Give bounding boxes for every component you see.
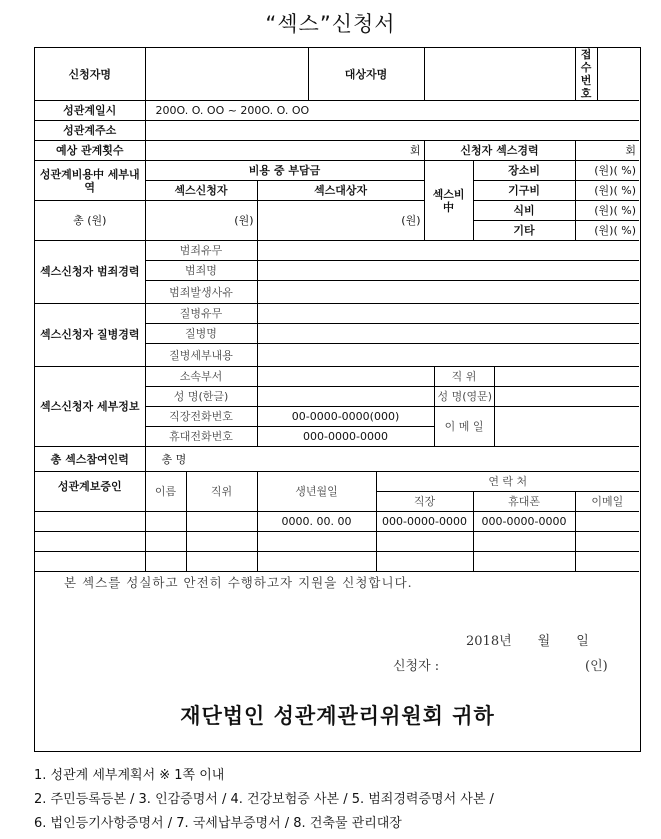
date-month[interactable]: 월 (537, 634, 551, 649)
guarantor-cell[interactable] (257, 532, 376, 552)
guarantor-cell[interactable] (186, 512, 257, 532)
attachment-note: 1. 성관계 세부계획서 ※ 1쪽 이내 (34, 768, 225, 783)
address-label: 성관계주소 (35, 121, 145, 141)
target-name-label: 대상자명 (308, 48, 424, 101)
disease-item-field[interactable] (257, 344, 639, 367)
guarantor-email-header: 이메일 (575, 492, 639, 512)
expected-count-label: 예상 관계횟수 (35, 141, 145, 161)
crime-item-label: 범죄유무 (145, 241, 257, 261)
crime-item-field[interactable] (257, 281, 639, 304)
guarantor-cell[interactable] (186, 552, 257, 572)
attachment-note: 2. 주민등록등본 / 3. 인감증명서 / 4. 건강보험증 사본 / 5. 범죄경력증명서 사본 / (34, 792, 494, 807)
total-label: 총 (원) (35, 201, 145, 241)
recipient-line: 재단법인 성관계관리위원회 귀하 (180, 704, 495, 728)
disease-item-label: 질병명 (145, 324, 257, 344)
guarantor-birth-field[interactable]: 0000. 00. 00 (257, 512, 376, 532)
crime-item-label: 범죄발생사유 (145, 281, 257, 304)
crime-item-field[interactable] (257, 261, 639, 281)
applicant-share-field[interactable]: (원) (145, 201, 257, 241)
period-label: 성관계일시 (35, 101, 145, 121)
address-field[interactable] (145, 121, 639, 141)
cost-breakdown-label: 성관계비용中 세부내역 (35, 161, 145, 201)
department-field[interactable] (257, 367, 434, 387)
guarantor-cell[interactable] (575, 552, 639, 572)
cost-item-name: 장소비 (473, 161, 575, 181)
receipt-number-field[interactable] (597, 48, 639, 101)
guarantor-cell[interactable] (145, 552, 186, 572)
mobile-label: 휴대전화번호 (145, 427, 257, 447)
date-year[interactable]: 2018년 (466, 634, 512, 649)
applicant-signature-label: 신청자 : (393, 659, 440, 674)
cost-item-name: 기타 (473, 221, 575, 241)
declaration-text: 본 섹스를 성실하고 안전히 수행하고자 지원을 신청합니다. (64, 575, 413, 590)
guarantor-contact-header: 연 락 처 (376, 472, 639, 492)
work-phone-field[interactable]: 00-0000-0000(000) (257, 407, 434, 427)
name-english-field[interactable] (494, 387, 639, 407)
form-title: “섹스”신청서 (265, 12, 396, 36)
disease-item-field[interactable] (257, 324, 639, 344)
cost-item-value[interactable]: (원)( %) (575, 161, 639, 181)
guarantor-work-header: 직장 (376, 492, 473, 512)
disease-item-label: 질병세부내용 (145, 344, 257, 367)
guarantor-cell[interactable] (186, 532, 257, 552)
applicant-share-header: 섹스신청자 (145, 181, 257, 201)
position-label: 직 위 (434, 367, 494, 387)
attachments-list (34, 764, 494, 836)
applicant-details-label: 섹스신청자 세부정보 (35, 367, 145, 447)
guarantor-cell[interactable] (473, 532, 575, 552)
guarantor-cell[interactable] (575, 532, 639, 552)
period-field[interactable]: 200O. O. OO ~ 200O. O. OO (145, 101, 639, 121)
guarantor-cell[interactable] (257, 552, 376, 572)
applicant-name-field[interactable] (145, 48, 308, 101)
work-phone-label: 직장전화번호 (145, 407, 257, 427)
target-name-field[interactable] (424, 48, 575, 101)
disease-item-label: 질병유무 (145, 304, 257, 324)
name-english-label: 성 명(영문) (434, 387, 494, 407)
cost-item-value[interactable]: (원)( %) (575, 181, 639, 201)
participants-field[interactable]: 총 명 (145, 447, 639, 472)
guarantor-mobile-header: 휴대폰 (473, 492, 575, 512)
date-day[interactable]: 일 (576, 634, 589, 649)
name-korean-label: 성 명(한글) (145, 387, 257, 407)
guarantor-cell (35, 532, 145, 552)
guarantor-cell[interactable] (473, 552, 575, 572)
disease-item-field[interactable] (257, 304, 639, 324)
target-share-field[interactable]: (원) (257, 201, 424, 241)
application-table (35, 48, 639, 572)
guarantor-cell[interactable] (145, 532, 186, 552)
seal-mark: (인) (585, 659, 608, 674)
sexfee-label: 섹스비 中 (424, 161, 473, 241)
receipt-number-label: 접수번호 (575, 48, 597, 101)
guarantor-position-header: 직위 (186, 472, 257, 512)
application-date (466, 630, 589, 649)
burden-label: 비용 중 부담금 (145, 161, 424, 181)
name-korean-field[interactable] (257, 387, 434, 407)
email-label: 이 메 일 (434, 407, 494, 447)
disease-record-label: 섹스신청자 질병경력 (35, 304, 145, 367)
email-field[interactable] (494, 407, 639, 447)
participants-label: 총 섹스참여인력 (35, 447, 145, 472)
guarantor-work-field[interactable]: 000-0000-0000 (376, 512, 473, 532)
guarantor-name-header: 이름 (145, 472, 186, 512)
cost-item-name: 기구비 (473, 181, 575, 201)
experience-field[interactable]: 회 (575, 141, 639, 161)
applicant-name-label: 신청자명 (35, 48, 145, 101)
expected-count-field[interactable]: 회 (145, 141, 424, 161)
guarantor-cell[interactable] (376, 552, 473, 572)
guarantor-birth-header: 생년월일 (257, 472, 376, 512)
attachment-note: 6. 법인등기사항증명서 / 7. 국세납부증명서 / 8. 건축물 관리대장 (34, 816, 402, 831)
experience-label: 신청자 섹스경력 (424, 141, 575, 161)
guarantor-cell[interactable] (145, 512, 186, 532)
guarantor-cell (35, 512, 145, 532)
position-field[interactable] (494, 367, 639, 387)
crime-item-field[interactable] (257, 241, 639, 261)
guarantor-label: 성관계보증인 (35, 472, 145, 512)
crime-item-label: 범죄명 (145, 261, 257, 281)
crime-record-label: 섹스신청자 범죄경력 (35, 241, 145, 304)
guarantor-email-field[interactable] (575, 512, 639, 532)
guarantor-mobile-field[interactable]: 000-0000-0000 (473, 512, 575, 532)
guarantor-cell[interactable] (376, 532, 473, 552)
mobile-field[interactable]: 000-0000-0000 (257, 427, 434, 447)
cost-item-value[interactable]: (원)( %) (575, 201, 639, 221)
target-share-header: 섹스대상자 (257, 181, 424, 201)
cost-item-name: 식비 (473, 201, 575, 221)
guarantor-cell (35, 552, 145, 572)
cost-item-value[interactable]: (원)( %) (575, 221, 639, 241)
department-label: 소속부서 (145, 367, 257, 387)
